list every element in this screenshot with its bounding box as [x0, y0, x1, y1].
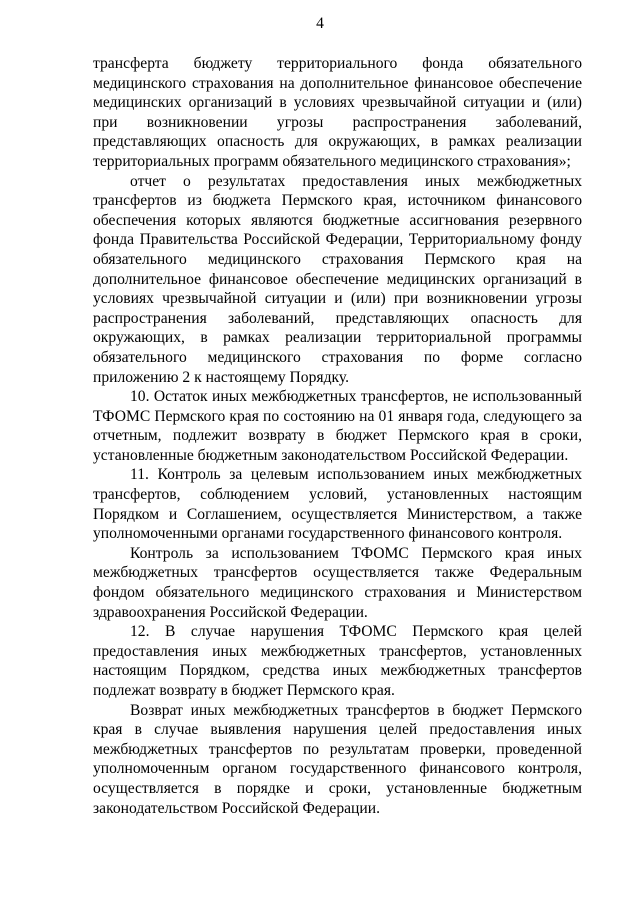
paragraph-12: 12. В случае нарушения ТФОМС Пермского края целей предоставления иных межбюджетных трансфертов, установленных настоящим Порядком, средства иных межбюджетных трансфертов подлежат возврату в бюджет Пермского края.	[93, 623, 582, 699]
paragraph-report: отчет о результатах предоставления иных межбюджетных трансфертов из бюджета Пермского края, источником финансового обеспечения которых являются бюджетные ассигнования резервного фонда Правительства Российской Федерации, Территориальному фонду обязательного медицинского страхования Пермского края на дополнительное финансовое обеспечение медицинских организаций в условиях чрезвычайной ситуации и (или) при возникновении угрозы распространения заболеваний, представляющих опасность для окружающих, в рамках реализации территориальной программы обязательного медицинского страхования по форме согласно приложению 2 к настоящему Порядку.	[93, 172, 582, 386]
paragraph-continuation: трансферта бюджету территориального фонда обязательного медицинского страхования на дополнительное финансовое обеспечение медицинских организаций в условиях чрезвычайной ситуации и (или) при возникновении угрозы распространения заболеваний, представляющих опасность для окружающих, в рамках реализации территориальных программ обязательного медицинского страхования»;	[93, 55, 582, 170]
document-body	[93, 54, 582, 818]
paragraph-10: 10. Остаток иных межбюджетных трансфертов, не использованный ТФОМС Пермского края по состоянию на 01 января года, следующего за отчетным, подлежит возврату в бюджет Пермского края в сроки, установленные бюджетным законодательством Российской Федерации.	[93, 388, 582, 464]
paragraph-11-control: Контроль за использованием ТФОМС Пермского края иных межбюджетных трансфертов осуществляется также Федеральным фондом обязательного медицинского страхования и Министерством здравоохранения Российской Федерации.	[93, 544, 582, 621]
paragraph-11: 11. Контроль за целевым использованием иных межбюджетных трансфертов, соблюдением условий, установленных настоящим Порядком и Соглашением, осуществляется Министерством, а также уполномоченными органами государственного финансового контроля.	[93, 466, 582, 543]
page-number: 4	[316, 15, 324, 32]
paragraph-12-return: Возврат иных межбюджетных трансфертов в бюджет Пермского края в случае выявления нарушения целей предоставления иных межбюджетных трансфертов по результатам проверки, проведенной уполномоченным органом государственного финансового контроля, осуществляется в порядке и сроки, установленные бюджетным законодательством Российской Федерации.	[93, 701, 582, 817]
